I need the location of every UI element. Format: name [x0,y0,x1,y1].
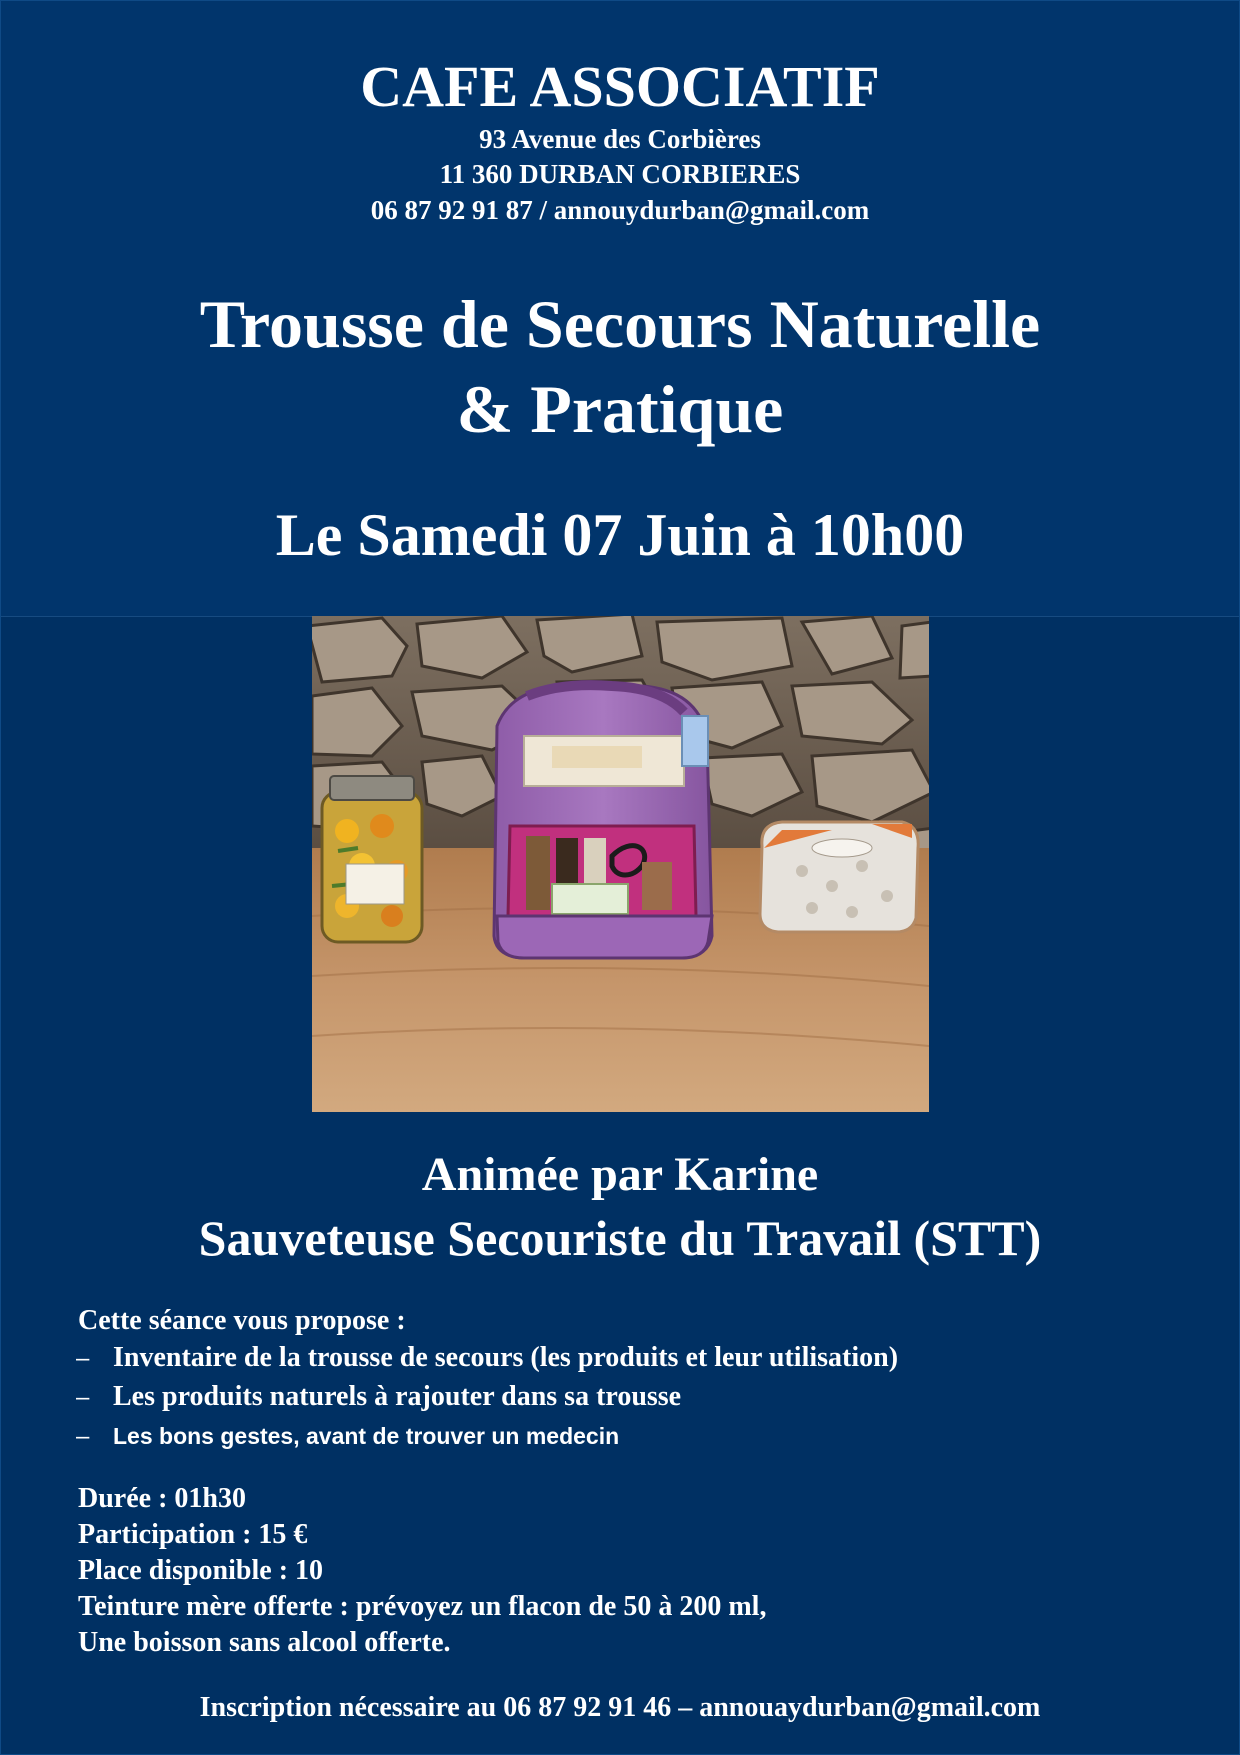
host-role: Sauveteuse Secouriste du Travail (STT) [198,1210,1042,1266]
dash-bullet: – [76,1345,90,1372]
first-aid-bag [494,685,712,958]
program-item [76,1419,619,1454]
registration-info: Inscription nécessaire au 06 87 92 91 46 – annouaydurban@gmail.com [199,1692,1041,1723]
event-photo [312,616,929,1112]
org-name: CAFE ASSOCIATIF [360,54,880,119]
host-name: Animée par Karine [421,1148,819,1201]
program-item-text: Inventaire de la trousse de secours (les produits et leur utilisation) [113,1342,899,1373]
event-title-line-1: Trousse de Secours Naturelle [199,286,1041,362]
dash-bullet: – [76,1384,90,1411]
drink-note: Une boisson sans alcool offerte. [78,1627,451,1658]
address-line-1: 93 Avenue des Corbières [479,124,761,154]
pouch [760,822,918,932]
available-places: Place disponible : 10 [78,1555,324,1586]
flower-jar [322,776,422,942]
dash-bullet: – [76,1423,90,1450]
address-line-2: 11 360 DURBAN CORBIERES [439,159,801,189]
participation-price: Participation : 15 € [78,1519,308,1550]
tincture-note: Teinture mère offerte : prévoyez un flacon de 50 à 200 ml, [78,1591,767,1622]
program-item [76,1380,681,1415]
event-date: Le Samedi 07 Juin à 10h00 [275,502,965,568]
program-intro: Cette séance vous propose : [78,1305,406,1336]
event-details [78,1481,766,1661]
program-item [76,1341,898,1376]
header-contact: 06 87 92 91 87 / annouydurban@gmail.com [370,195,870,225]
program-item-text: Les bons gestes, avant de trouver un medecin [113,1423,620,1449]
duration: Durée : 01h30 [78,1483,246,1514]
event-title-line-2: & Pratique [456,371,784,447]
first-aid-kit-photo [312,616,929,1112]
program-item-text: Les produits naturels à rajouter dans sa trousse [113,1381,682,1412]
